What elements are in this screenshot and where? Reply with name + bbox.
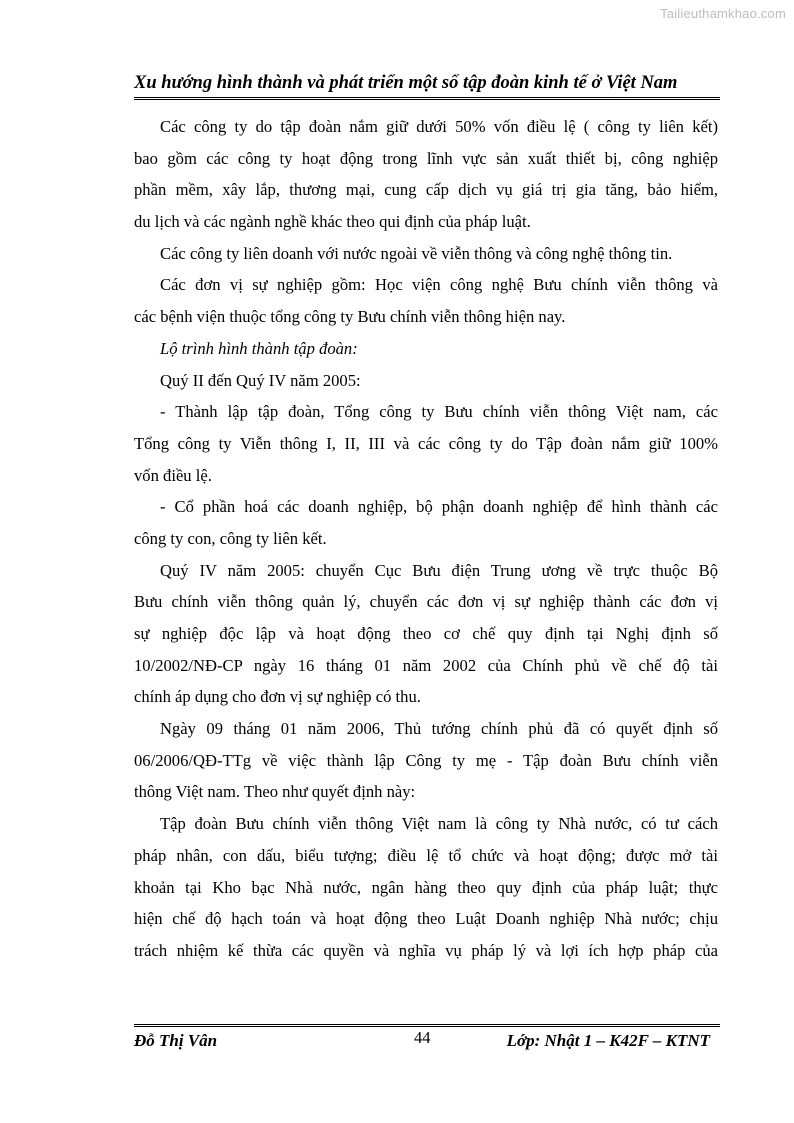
- body-line: Bưu chính viễn thông quản lý, chuyển các đơn vị sự nghiệp thành các đơn vị: [134, 592, 718, 612]
- body-line: du lịch và các ngành nghề khác theo qui định của pháp luật.: [134, 212, 531, 232]
- body-line: chính áp dụng cho đơn vị sự nghiệp có thu.: [134, 687, 421, 707]
- body-line: - Cổ phần hoá các doanh nghiệp, bộ phận doanh nghiệp để hình thành các: [160, 497, 718, 517]
- body-line: sự nghiệp độc lập và hoạt động theo cơ chế quy định tại Nghị định số: [134, 624, 718, 643]
- body-line: - Thành lập tập đoàn, Tổng công ty Bưu chính viễn thông Việt nam, các: [160, 402, 718, 422]
- body-line: pháp nhân, con dấu, biểu tượng; điều lệ tổ chức và hoạt động; được mở tài: [134, 845, 718, 865]
- body-line: 06/2006/QĐ-TTg về việc thành lập Công ty mẹ - Tập đoàn Bưu chính viễn: [134, 750, 718, 770]
- body-line: trách nhiệm kế thừa các quyền và nghĩa vụ pháp lý và lợi ích hợp pháp của: [134, 940, 718, 960]
- body-line: Quý II đến Quý IV năm 2005:: [160, 370, 361, 390]
- page-number: 44: [414, 1028, 431, 1047]
- body-line: Các công ty liên doanh với nước ngoài về viễn thông và công nghệ thông tin.: [160, 243, 673, 263]
- body-line: công ty con, công ty liên kết.: [134, 528, 327, 548]
- body-line: Các đơn vị sự nghiệp gồm: Học viện công nghệ Bưu chính viễn thông và: [160, 275, 718, 295]
- body-line: phần mềm, xây lắp, thương mại, cung cấp dịch vụ giá trị gia tăng, bảo hiểm,: [134, 180, 718, 200]
- section-heading: Lộ trình hình thành tập đoàn:: [160, 338, 358, 358]
- body-line: Tổng công ty Viễn thông I, II, III và các công ty do Tập đoàn nắm giữ 100%: [134, 433, 718, 453]
- body-line: 10/2002/NĐ-CP ngày 16 tháng 01 năm 2002 của Chính phủ về chế độ tài: [134, 655, 718, 675]
- body-line: bao gồm các công ty hoạt động trong lĩnh vực sản xuất thiết bị, công nghiệp: [134, 148, 718, 168]
- body-line: hiện chế độ hạch toán và hoạt động theo Luật Doanh nghiệp Nhà nước; chịu: [134, 909, 718, 929]
- footer-class-info: Lớp: Nhật 1 – K42F – KTNT: [506, 1031, 710, 1050]
- watermark-text: Tailieuthamkhao.com: [660, 6, 786, 21]
- document-body: [134, 111, 718, 967]
- body-line: Tập đoàn Bưu chính viễn thông Việt nam là công ty Nhà nước, có tư cách: [160, 814, 718, 834]
- page-header-title: Xu hướng hình thành và phát triển một số tập đoàn kinh tế ở Việt Nam: [134, 73, 678, 93]
- footer-divider: [134, 1024, 720, 1027]
- body-line: thông Việt nam. Theo như quyết định này:: [134, 782, 416, 802]
- body-line: Ngày 09 tháng 01 năm 2006, Thủ tướng chính phủ đã có quyết định số: [160, 719, 718, 739]
- header-divider: [134, 97, 720, 100]
- body-line: các bệnh viện thuộc tổng công ty Bưu chính viễn thông hiện nay.: [134, 307, 566, 327]
- body-line: Các công ty do tập đoàn nắm giữ dưới 50% vốn điều lệ ( công ty liên kết): [160, 117, 718, 136]
- body-line: Quý IV năm 2005: chuyển Cục Bưu điện Trung ương về trực thuộc Bộ: [160, 560, 718, 580]
- footer-author: Đỗ Thị Vân: [134, 1031, 218, 1050]
- body-line: vốn điều lệ.: [134, 465, 212, 485]
- body-line: khoản tại Kho bạc Nhà nước, ngân hàng theo quy định của pháp luật; thực: [134, 877, 718, 897]
